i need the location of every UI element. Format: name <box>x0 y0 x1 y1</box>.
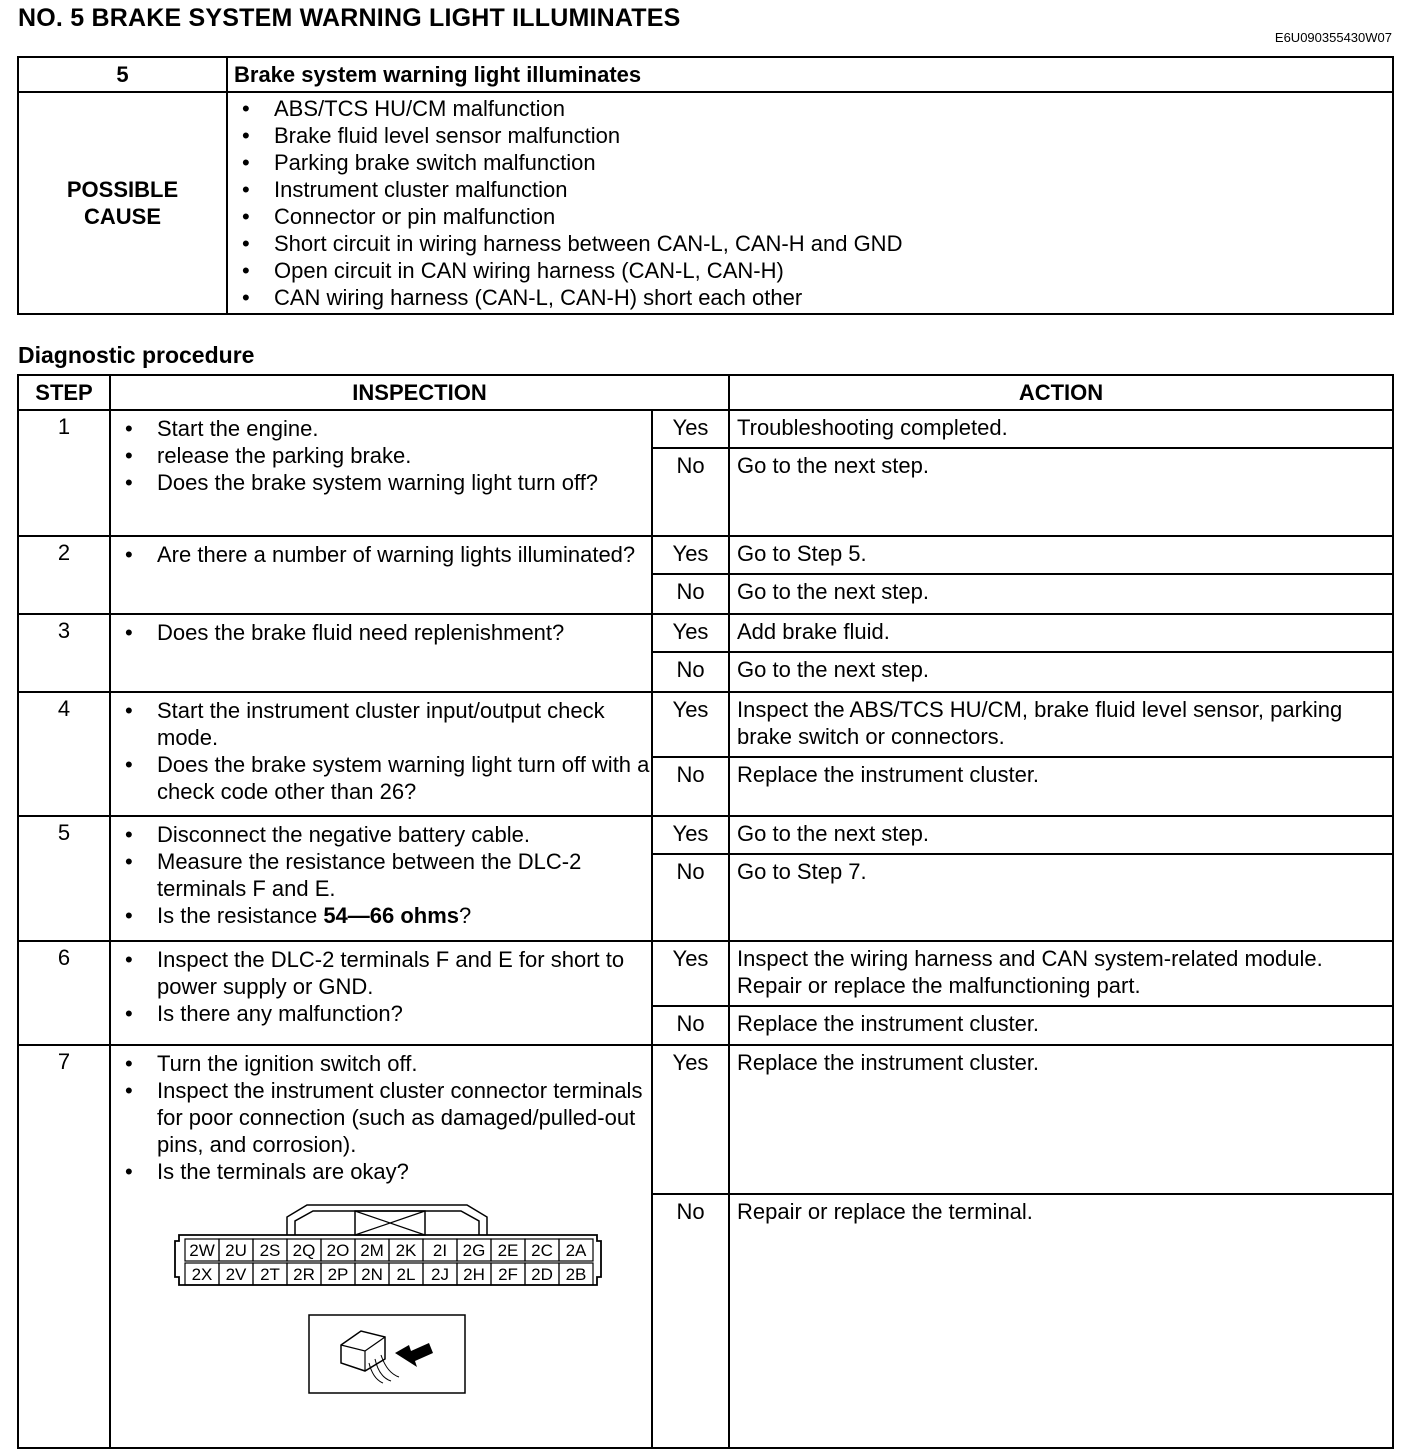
connector-cells <box>185 1239 593 1285</box>
yes-action: Go to the next step. <box>729 816 1393 854</box>
connector-diagram <box>111 1187 651 1447</box>
possible-cause-table <box>17 56 1394 315</box>
step-number: 4 <box>18 692 110 816</box>
inspection-list <box>111 944 651 1029</box>
label-line: POSSIBLE <box>66 177 179 202</box>
connector-terminal-label: 2C <box>531 1241 553 1260</box>
no-action: Go to the next step. <box>729 574 1393 614</box>
inspection-text: ? <box>459 903 472 928</box>
no-action: Repair or replace the terminal. <box>729 1194 1393 1448</box>
no-action: Go to Step 7. <box>729 854 1393 941</box>
connector-terminal-label: 2U <box>225 1241 247 1260</box>
cause-item: • Brake fluid level sensor malfunction <box>228 122 1392 149</box>
inspection-item: • Is there any malfunction? <box>111 1000 651 1027</box>
cause-item: • Instrument cluster malfunction <box>228 176 1392 203</box>
symptom-number: 5 <box>18 57 227 92</box>
inspection-list <box>111 413 651 498</box>
inspection-list <box>111 539 651 570</box>
procedure-title: Diagnostic procedure <box>18 342 255 368</box>
inspection-item: • Disconnect the negative battery cable. <box>111 821 651 848</box>
connector-terminal-diagram <box>111 1187 651 1447</box>
connector-terminal-label: 2S <box>259 1241 281 1260</box>
inspection-list <box>111 695 651 807</box>
yes-action: Go to Step 5. <box>729 536 1393 574</box>
step-header: STEP <box>18 375 110 410</box>
inspection-item: • Does the brake system warning light turn off with a check code other than 26? <box>111 751 651 805</box>
inspection-cell <box>110 1045 652 1448</box>
cause-item: • Short circuit in wiring harness between CAN-L, CAN-H and GND <box>228 230 1392 257</box>
inspection-cell <box>110 410 652 536</box>
inspection-cell <box>110 614 652 692</box>
connector-terminal-label: 2E <box>497 1241 519 1260</box>
yes-label: Yes <box>652 816 729 854</box>
inspection-item: • Turn the ignition switch off. <box>111 1050 651 1077</box>
no-action: Go to the next step. <box>729 652 1393 692</box>
connector-terminal-label: 2V <box>225 1265 247 1284</box>
connector-terminal-label: 2W <box>189 1241 215 1260</box>
yes-label: Yes <box>652 692 729 757</box>
no-label: No <box>652 448 729 536</box>
connector-terminal-label: 2B <box>565 1265 587 1284</box>
inspection-item: • Are there a number of warning lights illuminated? <box>111 541 651 568</box>
connector-terminal-label: 2O <box>326 1241 350 1260</box>
document-code: E6U090355430W07 <box>1274 30 1392 45</box>
connector-terminal-label: 2R <box>293 1265 315 1284</box>
inspection-item: • Start the engine. <box>111 415 651 442</box>
connector-terminal-label: 2K <box>395 1241 417 1260</box>
connector-terminal-label: 2L <box>396 1265 416 1284</box>
connector-terminal-label: 2T <box>260 1265 280 1284</box>
connector-latch-inner <box>295 1211 479 1235</box>
inspection-item: • Inspect the DLC-2 terminals F and E for short to power supply or GND. <box>111 946 651 1000</box>
no-action: Replace the instrument cluster. <box>729 757 1393 816</box>
connector-terminal-label: 2H <box>463 1265 485 1284</box>
connector-thumbnail-frame <box>309 1315 465 1393</box>
inspection-cell <box>110 536 652 614</box>
connector-terminal-label: 2D <box>531 1265 553 1284</box>
yes-action: Troubleshooting completed. <box>729 410 1393 448</box>
yes-label: Yes <box>652 536 729 574</box>
connector-terminal-label: 2G <box>462 1241 486 1260</box>
no-action: Replace the instrument cluster. <box>729 1006 1393 1045</box>
inspection-cell <box>110 692 652 816</box>
inspection-item: • Is the terminals are okay? <box>111 1158 651 1185</box>
connector-terminal-label: 2Q <box>292 1241 316 1260</box>
yes-label: Yes <box>652 614 729 652</box>
cause-list-cell <box>227 92 1393 314</box>
action-header: ACTION <box>729 375 1393 410</box>
inspection-list <box>111 819 651 931</box>
inspection-item: • Does the brake fluid need replenishment? <box>111 619 651 646</box>
connector-terminal-label: 2I <box>432 1241 448 1260</box>
step-number: 5 <box>18 816 110 941</box>
cause-item: • Parking brake switch malfunction <box>228 149 1392 176</box>
cause-item: • Open circuit in CAN wiring harness (CAN-L, CAN-H) <box>228 257 1392 284</box>
no-action: Go to the next step. <box>729 448 1393 536</box>
inspection-cell <box>110 941 652 1045</box>
yes-label: Yes <box>652 410 729 448</box>
no-label: No <box>652 854 729 941</box>
inspection-item: • Measure the resistance between the DLC-2 terminals F and E. <box>111 848 651 902</box>
inspection-list <box>111 617 651 648</box>
resistance-spec: 54—66 ohms <box>323 903 460 928</box>
inspection-item: • Does the brake system warning light turn off? <box>111 469 651 496</box>
possible-cause-label <box>18 92 227 314</box>
cause-item: • ABS/TCS HU/CM malfunction <box>228 95 1392 122</box>
yes-action: Add brake fluid. <box>729 614 1393 652</box>
yes-label: Yes <box>652 1045 729 1194</box>
cause-item: • CAN wiring harness (CAN-L, CAN-H) short each other <box>228 284 1392 311</box>
no-label: No <box>652 574 729 614</box>
connector-latch-outer <box>287 1205 487 1235</box>
inspection-item: • Inspect the instrument cluster connector terminals for poor connection (such as damaged/pulled-out pins, and corrosion). <box>111 1077 651 1158</box>
inspection-cell <box>110 816 652 941</box>
connector-terminal-label: 2M <box>360 1241 384 1260</box>
connector-terminal-label: 2N <box>361 1265 383 1284</box>
step-number: 2 <box>18 536 110 614</box>
inspection-list <box>111 1048 651 1187</box>
yes-action: Replace the instrument cluster. <box>729 1045 1393 1194</box>
symptom-heading: Brake system warning light illuminates <box>227 57 1393 92</box>
connector-terminal-label: 2P <box>327 1265 349 1284</box>
step-number: 7 <box>18 1045 110 1448</box>
yes-action: Inspect the wiring harness and CAN system-related module. Repair or replace the malfunctioning part. <box>729 941 1393 1006</box>
label-line: CAUSE <box>83 204 161 229</box>
connector-terminal-label: 2F <box>498 1265 518 1284</box>
cause-item: • Connector or pin malfunction <box>228 203 1392 230</box>
cause-list <box>228 93 1392 313</box>
inspection-item: • Start the instrument cluster input/output check mode. <box>111 697 651 751</box>
step-number: 3 <box>18 614 110 692</box>
connector-terminal-label: 2J <box>431 1265 449 1284</box>
page-title: NO. 5 BRAKE SYSTEM WARNING LIGHT ILLUMINATES <box>18 4 681 32</box>
diagnostic-procedure-table <box>17 374 1394 1449</box>
inspection-header: INSPECTION <box>110 375 729 410</box>
connector-terminal-label: 2X <box>191 1265 213 1284</box>
step-number: 6 <box>18 941 110 1045</box>
no-label: No <box>652 757 729 816</box>
yes-action: Inspect the ABS/TCS HU/CM, brake fluid level sensor, parking brake switch or connectors. <box>729 692 1393 757</box>
no-label: No <box>652 1006 729 1045</box>
yes-label: Yes <box>652 941 729 1006</box>
no-label: No <box>652 652 729 692</box>
inspection-item: • release the parking brake. <box>111 442 651 469</box>
inspection-text: Is the resistance <box>157 903 324 928</box>
inspection-item <box>111 902 651 929</box>
no-label: No <box>652 1194 729 1448</box>
connector-terminal-label: 2A <box>565 1241 587 1260</box>
step-number: 1 <box>18 410 110 536</box>
